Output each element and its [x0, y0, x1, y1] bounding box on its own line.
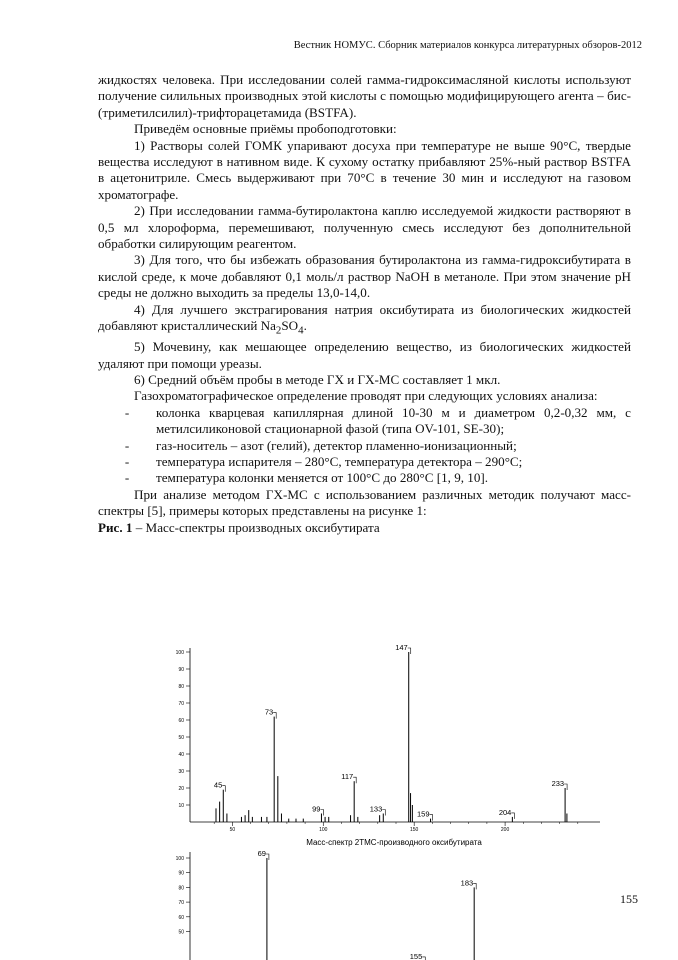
figure-label: Рис. 1: [98, 519, 133, 535]
y-tick-label: 90: [178, 870, 184, 877]
x-tick-label: 100: [319, 827, 328, 833]
peak-label: 99: [312, 804, 321, 814]
paragraph: Приведём основные приёмы пробоподготовки:: [134, 121, 397, 137]
list-item-text: газ-носитель – азот (гелий), детектор пламенно-ионизационный;: [156, 437, 517, 453]
peak-label: 155: [409, 951, 423, 960]
x-tick-label: 50: [229, 827, 236, 833]
subscript: 4: [298, 324, 304, 337]
spectrum-caption: Масс-спектр 2TMC-производного оксибутирата: [306, 838, 482, 847]
peak-label: 147: [395, 643, 408, 652]
figure-caption-text: – Масс-спектры производных оксибутирата: [132, 519, 380, 535]
peak-label: 69: [257, 849, 266, 858]
paragraph: Газохроматографическое определение проводят при следующих условиях анализа:: [134, 388, 598, 404]
y-tick-label: 80: [178, 684, 184, 690]
peak-label: 183: [460, 878, 474, 888]
y-tick-label: 60: [178, 718, 184, 724]
peak-label: 45: [213, 780, 223, 790]
text-span: 4) Для лучшего экстрагирования натрия оксибутирата из биологических жидкостей добавляют кристаллический Na: [98, 301, 631, 334]
x-tick-label: 200: [500, 827, 510, 833]
y-tick-label: 50: [178, 929, 184, 936]
list-dash: -: [124, 470, 130, 486]
y-tick-label: 100: [175, 856, 184, 862]
paragraph: 2) При исследовании гамма-бутиролактона каплю исследуемой жидкости растворяют в 0,5 мл хлороформа, перемешивают, полученную смесь исследуют без дополнительной обработки силирующим реагентом.: [98, 203, 631, 252]
peak-label: 159: [417, 809, 430, 819]
paragraph: 6) Средний объём пробы в методе ГХ и ГХ-МС составляет 1 мкл.: [134, 371, 501, 387]
peak-label: 73: [264, 707, 274, 717]
paragraph: При анализе методом ГХ-МС с использованием различных методик получают масс-спектры [5], примеры которых представлены на рисунке 1:: [98, 486, 631, 519]
y-tick-label: 70: [178, 900, 184, 907]
subscript: 2: [275, 324, 282, 337]
list-dash: -: [124, 453, 130, 469]
running-header: Вестник НОМУС. Сборник материалов конкурса литературных обзоров-2012: [293, 40, 642, 51]
list-dash: -: [124, 404, 130, 420]
paragraph: 1) Растворы солей ГОМК упаривают досуха при температуре не выше 90°C, твердые вещества исследуют в нативном виде. К сухому остатку прибавляют 25%-ный раствор BSTFA в ацетонитриле. Смесь выдерживают при 70°C в течение 30 мин и исследуют на газовом хроматографе.: [98, 137, 631, 202]
list-dash: -: [124, 437, 130, 453]
y-tick-label: 20: [178, 786, 184, 792]
y-tick-label: 90: [178, 667, 184, 673]
paragraph: 3) Для того, что бы избежать образования бутиролактона из гамма-гидроксибутирата в кислой среде, к моче добавляют 0,1 моль/л раствор NaOH в метаноле. При этом значение pH среды не должно выходить за пределы 13,0-14,0.: [98, 252, 631, 301]
y-tick-label: 40: [178, 752, 184, 758]
y-tick-label: 60: [178, 914, 184, 921]
y-tick-label: 30: [178, 769, 184, 775]
y-tick-label: 100: [175, 650, 184, 656]
paragraph: 5) Мочевину, как мешающее определению вещество, из биологических жидкостей удаляют при помощи уреазы.: [98, 339, 631, 371]
paragraph: жидкостях человека. При исследовании солей гамма-гидроксимасляной кислоты используют получение силильных производных этой кислоты с помощью модифицирующего агента – бис-(триметилсилил)-трифторацетамида (BSTFA).: [98, 72, 631, 120]
list-item-text: температура колонки меняется от 100°C до 280°C [1, 9, 10].: [156, 470, 489, 486]
list-item-text: температура испарителя – 280°C, температура детектора – 290°C;: [156, 453, 523, 469]
page-number: 155: [620, 892, 638, 906]
x-tick-label: 150: [410, 827, 419, 833]
y-tick-label: 10: [178, 803, 184, 809]
peak-label: 117: [341, 772, 354, 782]
peak-label: 133: [369, 804, 383, 814]
text-span: SO: [281, 318, 299, 334]
text-span: .: [303, 318, 307, 334]
list-item-text: колонка кварцевая капиллярная длиной 10-30 м и диаметром 0,2-0,32 мм, с метилсиликоновой стационарной фазой (типа OV-101, SE-30);: [156, 404, 631, 437]
y-tick-label: 80: [178, 885, 184, 892]
y-tick-label: 70: [178, 701, 184, 707]
y-tick-label: 50: [178, 735, 184, 741]
peak-label: 204: [498, 807, 512, 817]
peak-label: 233: [551, 779, 565, 788]
